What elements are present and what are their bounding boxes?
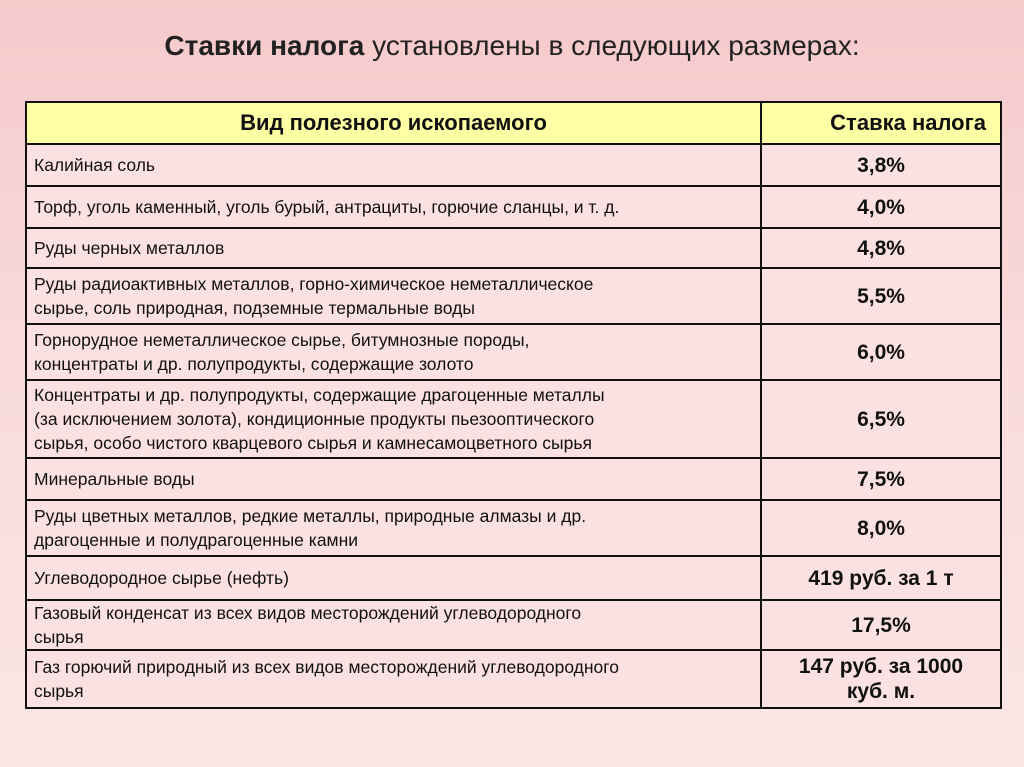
tax-rate-cell — [761, 500, 1001, 556]
mineral-type-text: Горнорудное неметаллическое сырье, битумнозные породы, — [34, 330, 530, 350]
mineral-type-cell — [26, 324, 761, 380]
mineral-type-text: Калийная соль — [34, 155, 156, 175]
tax-rate-cell — [761, 144, 1001, 186]
mineral-type-cell — [26, 500, 761, 556]
tax-rate-cell — [761, 556, 1001, 600]
table-row — [26, 324, 1001, 380]
mineral-type-text: (за исключением золота), кондиционные продукты пьезооптического — [34, 409, 595, 429]
tax-rate-text: 17,5% — [851, 613, 911, 637]
tax-rate-cell — [761, 324, 1001, 380]
table-row — [26, 650, 1001, 708]
mineral-type-cell — [26, 650, 761, 708]
mineral-type-cell — [26, 186, 761, 228]
tax-rate-text: 6,5% — [857, 407, 905, 431]
tax-rate-cell — [761, 380, 1001, 458]
header-tax-rate: Ставка налога — [761, 102, 1001, 144]
table-row — [26, 458, 1001, 500]
mineral-type-cell — [26, 556, 761, 600]
mineral-type-cell — [26, 228, 761, 268]
tax-rate-text: 5,5% — [857, 284, 905, 308]
table-body — [26, 144, 1001, 708]
tax-rate-cell — [761, 228, 1001, 268]
slide-title — [0, 30, 1024, 62]
tax-rate-text: 419 руб. за 1 т — [808, 566, 954, 590]
tax-rate-text: 147 руб. за 1000 — [798, 655, 964, 678]
tax-rate-cell — [761, 186, 1001, 228]
table-row — [26, 556, 1001, 600]
tax-rate-text: 4,0% — [857, 195, 905, 219]
mineral-type-text: сырья, особо чистого кварцевого сырья и камнесамоцветного сырья — [34, 433, 592, 453]
mineral-type-cell — [26, 268, 761, 324]
table-row — [26, 380, 1001, 458]
mineral-type-text: Газовый конденсат из всех видов месторождений углеводородного — [34, 603, 582, 623]
mineral-type-text: сырья — [34, 627, 84, 647]
tax-rate-cell — [761, 650, 1001, 708]
mineral-type-text: сырье, соль природная, подземные термальные воды — [34, 298, 475, 318]
table-row — [26, 500, 1001, 556]
tax-rate-text: 7,5% — [857, 467, 905, 491]
tax-rate-cell — [761, 268, 1001, 324]
table-row — [26, 600, 1001, 650]
tax-rate-cell — [761, 600, 1001, 650]
tax-rate-cell — [761, 458, 1001, 500]
tax-rate-text: 6,0% — [857, 340, 905, 364]
mineral-type-cell — [26, 600, 761, 650]
tax-rate-text: 3,8% — [857, 153, 905, 177]
mineral-type-text: концентраты и др. полупродукты, содержащие золото — [34, 354, 474, 374]
tax-rate-text: 8,0% — [857, 516, 905, 540]
table-row — [26, 228, 1001, 268]
table-row — [26, 186, 1001, 228]
mineral-type-text: Руды черных металлов — [34, 238, 225, 258]
mineral-type-text: Руды цветных металлов, редкие металлы, природные алмазы и др. — [34, 506, 587, 526]
mineral-type-cell — [26, 144, 761, 186]
mineral-type-text: Газ горючий природный из всех видов месторождений углеводородного — [34, 657, 620, 677]
mineral-type-text: Углеводородное сырье (нефть) — [34, 568, 289, 588]
mineral-type-cell — [26, 380, 761, 458]
table-header-row — [26, 102, 1001, 144]
mineral-type-text: сырья — [34, 681, 84, 701]
mineral-type-text: Руды радиоактивных металлов, горно-химическое неметаллическое — [34, 274, 594, 294]
mineral-type-text: Концентраты и др. полупродукты, содержащие драгоценные металлы — [34, 385, 605, 405]
mineral-type-text: драгоценные и полудрагоценные камни — [34, 530, 359, 550]
mineral-type-cell — [26, 458, 761, 500]
mineral-type-text: Минеральные воды — [34, 469, 195, 489]
table-row — [26, 268, 1001, 324]
title-normal-part: установлены в следующих размерах: — [364, 30, 860, 61]
title-bold-part: Ставки налога — [164, 30, 365, 61]
tax-rates-table — [25, 101, 1002, 709]
header-mineral-type: Вид полезного ископаемого — [26, 102, 761, 144]
mineral-type-text: Торф, уголь каменный, уголь бурый, антрациты, горючие сланцы, и т. д. — [34, 197, 620, 217]
table-row — [26, 144, 1001, 186]
tax-rate-text: 4,8% — [857, 236, 905, 260]
tax-rate-text: куб. м. — [846, 680, 916, 703]
